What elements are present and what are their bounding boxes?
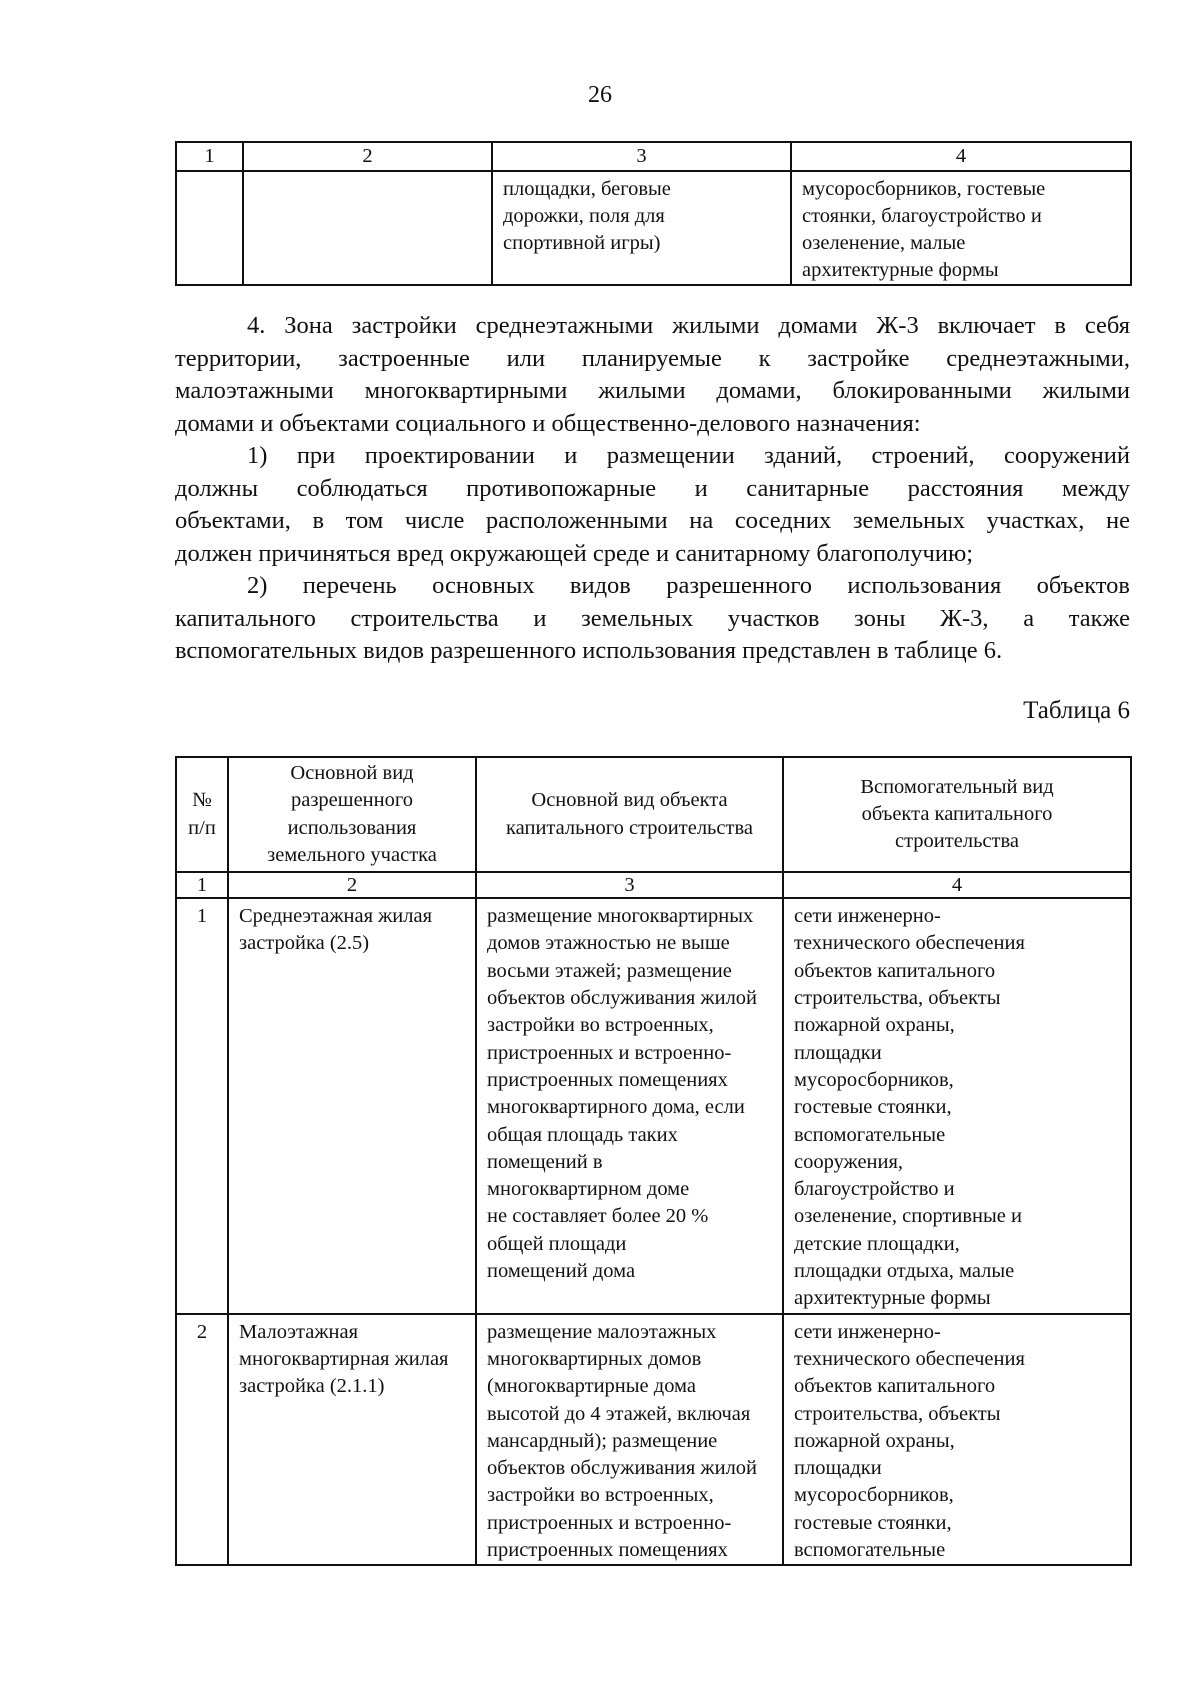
header-line: земельного участка bbox=[267, 843, 437, 866]
header-line: Основной вид объекта bbox=[531, 789, 728, 812]
header-line: п/п bbox=[188, 816, 216, 839]
cell-line: дорожки, поля для bbox=[503, 205, 665, 227]
cell-line: площадки bbox=[794, 1457, 882, 1480]
row-number: 2 bbox=[176, 1314, 228, 1566]
text-line: 2) перечень основных видов разрешенного использования объектов bbox=[247, 572, 1130, 599]
text-line: 1) при проектировании и размещении зданий, строений, сооружений bbox=[247, 442, 1130, 469]
cell-line: многоквартирных домов bbox=[487, 1347, 702, 1370]
continued-table bbox=[175, 141, 1132, 286]
cell-line: мансардный); размещение bbox=[487, 1429, 718, 1452]
cell-line: пожарной охраны, bbox=[794, 1014, 955, 1037]
col-number: 2 bbox=[243, 142, 492, 171]
cell-line: пожарной охраны, bbox=[794, 1429, 955, 1452]
col-number: 2 bbox=[228, 872, 476, 898]
cell-line: сети инженерно- bbox=[794, 1320, 941, 1343]
cell-line: не составляет более 20 % bbox=[487, 1205, 709, 1228]
cell-line: застройка (2.5) bbox=[239, 932, 370, 955]
cell-line: помещений в bbox=[487, 1150, 603, 1173]
header-line: Основной вид bbox=[290, 762, 414, 784]
cell-line: застройка (2.1.1) bbox=[239, 1375, 385, 1398]
col-number: 4 bbox=[783, 872, 1131, 898]
cell-line: сети инженерно- bbox=[794, 905, 941, 928]
cell-use-empty bbox=[243, 171, 492, 285]
cell-line: многоквартирного дома, если bbox=[487, 1096, 745, 1119]
cell-line: детские площадки, bbox=[794, 1232, 960, 1255]
cell-line: архитектурные формы bbox=[794, 1287, 991, 1310]
cell-line: стоянки, благоустройство и bbox=[802, 205, 1042, 227]
cell-line: пристроенных и встроенно- bbox=[487, 1041, 732, 1064]
cell-line: высотой до 4 этажей, включая bbox=[487, 1402, 751, 1425]
cell-line: объектов капитального bbox=[794, 1375, 996, 1398]
header-line: разрешенного bbox=[290, 789, 414, 812]
cell-line: мусоросборников, bbox=[794, 1068, 954, 1091]
col-number: 3 bbox=[476, 872, 783, 898]
row-number: 1 bbox=[176, 898, 228, 1313]
cell-line: размещение малоэтажных bbox=[487, 1320, 717, 1343]
text-line: капитального строительства и земельных участков зоны Ж-3, а также bbox=[175, 604, 1130, 632]
text-line: должны соблюдаться противопожарные и санитарные расстояния между bbox=[175, 474, 1130, 502]
cell-line: размещение многоквартирных bbox=[487, 905, 754, 928]
header-line: строительства bbox=[895, 830, 1019, 853]
col-number: 4 bbox=[791, 142, 1131, 171]
table-row bbox=[176, 898, 1131, 1313]
cell-line: сооружения, bbox=[794, 1150, 904, 1173]
cell-main-object bbox=[476, 1314, 783, 1566]
table-header-row bbox=[176, 757, 1131, 872]
cell-line: объектов обслуживания жилой bbox=[487, 1457, 758, 1480]
table-caption: Таблица 6 bbox=[1023, 697, 1130, 724]
continued-table-row bbox=[176, 171, 1131, 285]
cell-line: объектов обслуживания жилой bbox=[487, 987, 758, 1010]
header-line: капитального строительства bbox=[506, 816, 753, 839]
cell-line: гостевые стоянки, bbox=[794, 1096, 952, 1119]
col-number: 1 bbox=[176, 142, 243, 171]
text-line: территории, застроенные или планируемые к застройке среднеэтажными, bbox=[175, 344, 1130, 372]
cell-line: Среднеэтажная жилая bbox=[239, 905, 433, 928]
header-aux-object bbox=[783, 757, 1131, 872]
cell-line: благоустройство и bbox=[794, 1178, 955, 1201]
cell-land-use bbox=[228, 1314, 476, 1566]
text-line: домами и объектами социального и общественно-делового назначения: bbox=[175, 409, 921, 437]
cell-line: площадки, беговые bbox=[503, 178, 671, 200]
paragraph-item-2 bbox=[175, 570, 1130, 668]
cell-num-empty bbox=[176, 171, 243, 285]
header-line: использования bbox=[287, 816, 417, 839]
cell-line: архитектурные формы bbox=[802, 259, 999, 281]
cell-main-object bbox=[492, 171, 791, 285]
header-line: Вспомогательный вид bbox=[860, 775, 1054, 798]
cell-line: мусоросборников, гостевые bbox=[802, 178, 1046, 200]
header-land-use bbox=[228, 757, 476, 872]
cell-aux-object bbox=[791, 171, 1131, 285]
cell-line: общей площади bbox=[487, 1232, 627, 1255]
cell-line: пристроенных помещениях bbox=[487, 1539, 728, 1562]
cell-line: общая площадь таких bbox=[487, 1123, 678, 1146]
cell-line: гостевые стоянки, bbox=[794, 1511, 952, 1534]
cell-line: многоквартирная жилая bbox=[239, 1347, 449, 1370]
cell-line: строительства, объекты bbox=[794, 1402, 1001, 1425]
text-line: 4. Зона застройки среднеэтажными жилыми домами Ж-3 включает в себя bbox=[247, 312, 1130, 339]
cell-line: вспомогательные bbox=[794, 1123, 946, 1146]
cell-line: домов этажностью не выше bbox=[487, 932, 730, 955]
cell-line: озеленение, малые bbox=[802, 232, 966, 254]
col-number: 3 bbox=[492, 142, 791, 171]
table-6 bbox=[175, 756, 1132, 1566]
cell-line: технического обеспечения bbox=[794, 1347, 1025, 1370]
cell-line: строительства, объекты bbox=[794, 987, 1001, 1010]
cell-line: площадки отдыха, малые bbox=[794, 1260, 1015, 1283]
text-line: должен причиняться вред окружающей среде и санитарному благополучию; bbox=[175, 539, 974, 567]
text-line: вспомогательных видов разрешенного использования представлен в таблице 6. bbox=[175, 637, 1003, 664]
header-line: № bbox=[192, 789, 212, 812]
cell-line: застройки во встроенных, bbox=[487, 1484, 714, 1507]
cell-line: мусоросборников, bbox=[794, 1484, 954, 1507]
cell-line: озеленение, спортивные и bbox=[794, 1205, 1022, 1228]
cell-line: Малоэтажная bbox=[239, 1320, 359, 1343]
cell-line: восьми этажей; размещение bbox=[487, 959, 732, 982]
cell-line: пристроенных помещениях bbox=[487, 1068, 728, 1091]
text-line: объектами, в том числе расположенными на соседних земельных участках, не bbox=[175, 507, 1130, 534]
paragraph-item-1 bbox=[175, 440, 1130, 570]
cell-line: площадки bbox=[794, 1041, 882, 1064]
cell-line: пристроенных и встроенно- bbox=[487, 1511, 732, 1534]
cell-line: помещений дома bbox=[487, 1260, 636, 1283]
cell-line: застройки во встроенных, bbox=[487, 1014, 714, 1037]
col-number: 1 bbox=[176, 872, 228, 898]
page-number: 26 bbox=[588, 82, 612, 108]
continued-table-col-numbers bbox=[176, 142, 1131, 171]
header-line: объекта капитального bbox=[861, 802, 1053, 825]
cell-line: спортивной игры) bbox=[503, 232, 661, 254]
cell-line: (многоквартирные дома bbox=[487, 1375, 696, 1398]
cell-main-object bbox=[476, 898, 783, 1313]
table-row bbox=[176, 1314, 1131, 1566]
cell-aux-object bbox=[783, 898, 1131, 1313]
cell-aux-object bbox=[783, 1314, 1131, 1566]
cell-line: объектов капитального bbox=[794, 959, 996, 982]
cell-line: многоквартирном доме bbox=[487, 1178, 690, 1201]
cell-line: технического обеспечения bbox=[794, 932, 1025, 955]
cell-land-use bbox=[228, 898, 476, 1313]
header-num bbox=[176, 757, 228, 872]
paragraph-zone-zh3 bbox=[175, 310, 1130, 440]
cell-line: вспомогательные bbox=[794, 1539, 946, 1562]
table-col-number-row bbox=[176, 872, 1131, 898]
text-line: малоэтажными многоквартирными жилыми домами, блокированными жилыми bbox=[175, 377, 1130, 404]
header-main-object bbox=[476, 757, 783, 872]
